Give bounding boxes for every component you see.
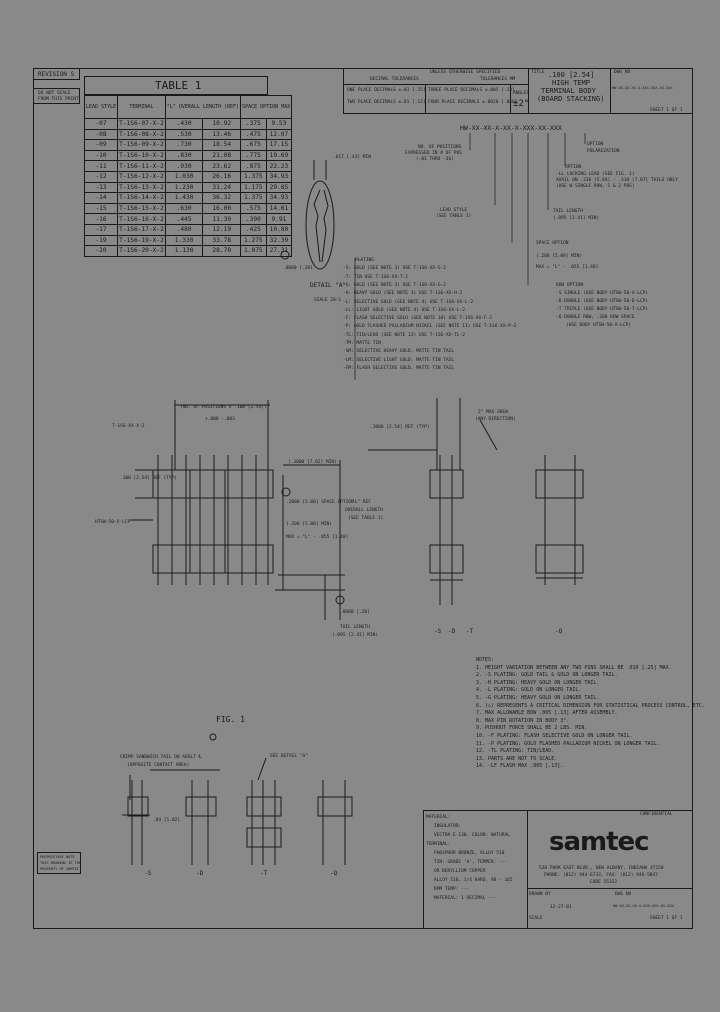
- part-number: HW-XX-XX-X-XX-X-XXX-XX-XXX: [460, 124, 562, 132]
- bottom-dwg-label: DWG NO: [615, 892, 632, 897]
- main-front-view: [130, 400, 345, 620]
- table1-cell: T-1S6-19-X-2: [119, 236, 164, 244]
- table1-cell: -11: [85, 161, 118, 172]
- table1-cell: -14: [85, 193, 118, 204]
- confidential: CONFIDENTIAL: [640, 812, 673, 817]
- angles-label: ANGLES: [513, 91, 530, 96]
- lead-style-callout-1: LEAD STYLE: [440, 208, 468, 213]
- table1-cell: T-1S6-07-X-2: [119, 120, 164, 128]
- table1-cell: T-1S6-12-X-2: [119, 173, 164, 181]
- material-item: PHOSPHOR BRONZE, ALLOY 510: [434, 851, 505, 856]
- view-label-q: -Q: [555, 628, 563, 635]
- table1-cell: 19.69: [266, 150, 292, 161]
- table1-cell: .430: [165, 119, 203, 130]
- side-views: [368, 398, 583, 605]
- table1-cell: T-1S6-09-X-2: [119, 141, 164, 149]
- table1-cell: .480: [165, 224, 203, 235]
- note-item: 2. -S PLATING: GOLD TAIL & GOLD ON LONGER TAIL.: [476, 672, 618, 679]
- plating-item: -LL: LIGHT GOLD (SEE NOTE 4) USE T-1S6-XX-L-2: [343, 307, 465, 313]
- table1-cell: 1.075: [241, 246, 267, 257]
- positions-callout-3: (-01 THRU -36): [416, 157, 454, 162]
- note-item: 12. -TL PLATING: TIN/LEAD.: [476, 748, 555, 755]
- material-item: ALLOY 510, 1/4 HARD, 98 - 165: [434, 878, 513, 883]
- note-item: 13. PARTS ARE NOT TO SCALE.: [476, 755, 558, 762]
- fig1-label-d: -D: [196, 870, 204, 877]
- table1-cell: -07: [85, 119, 118, 130]
- table1-cell: 16.00: [203, 203, 241, 214]
- plating-item: -G: GOLD (SEE NOTE 3) USE T-1S6-XX-G-2: [343, 282, 446, 288]
- table1-cell: T-1S6-08-X-2: [119, 130, 164, 138]
- tail-length: TAIL LENGTH: [340, 625, 370, 630]
- table1-header-terminal: TERMINAL: [118, 96, 166, 119]
- positions-callout-2: EXPRESSED IN # OF POS: [405, 151, 462, 156]
- option-callout-2: POLARIZATION: [587, 149, 620, 154]
- option2-callout-4: (USE W SINGLE ROW, 1 & 2 POS): [556, 184, 635, 189]
- drawn-by: DRAWN BY: [529, 892, 551, 897]
- view-label-s: -S: [434, 628, 442, 635]
- material-item: OR BERYLLIUM COPPER: [434, 869, 486, 874]
- bottom-dwg-no: HW-XX-XX-XX-X-XXX-XXX-XX-XXX: [613, 904, 674, 908]
- table1-cell: .445: [165, 214, 203, 225]
- space-option-callout-3: MAX = "L" - .055 [1.40]: [536, 265, 599, 270]
- angles-value: ±2°: [513, 99, 530, 109]
- note-item: 10. -F PLATING: FLASH SELECTIVE GOLD ON LONGER TAIL.: [476, 732, 633, 739]
- note-item: 7. MAX ALLOWABLE BOW .005 [.13] AFTER ASSEMBLY.: [476, 710, 618, 717]
- material-item: TIN: GRADE 'A', TEMPER: ---: [434, 860, 508, 865]
- plating-item: -F: FLASH SELECTIVE GOLD (SEE NOTE 10) USE T-1S6-XX-F-2: [343, 316, 493, 322]
- table1-cell: T-1S6-14-X-2: [119, 194, 164, 202]
- table1-cell: 18.54: [203, 140, 241, 151]
- material-item: INSULATOR:: [434, 824, 462, 829]
- row-option-2: -S SINGLE (USE BODY HTSW-50-X-LCP): [556, 291, 649, 296]
- fig1-views: [122, 734, 352, 865]
- title-line1: .100 [2.54]: [548, 71, 595, 79]
- table1-cell: 12.07: [266, 129, 292, 140]
- material-item: MATERIAL:: [426, 815, 451, 820]
- company-code: CODE 55322: [590, 880, 618, 885]
- table1-cell: 13.46: [203, 129, 241, 140]
- stamp-line2: THIS DRAWING IS THE: [40, 861, 82, 865]
- title-sheet: SHEET 1 OF 1: [650, 108, 683, 113]
- see-table: (SEE TABLE 1): [348, 516, 384, 521]
- tail-length-callout-2: (.095 [2.41] MIN): [553, 216, 600, 221]
- option2-callout-3: AVAIL ON .230 [5.84] - .310 [7.87] TAILS ONLY: [556, 178, 678, 183]
- row-option-6: (USE BODY HTSW-50-X-LCP): [566, 323, 632, 328]
- plating-item: -L: SELECTIVE GOLD (SEE NOTE 4) USE T-1S6-XX-L-2: [343, 299, 474, 305]
- table1-cell: 9.91: [266, 214, 292, 225]
- space-dim: .2000 [5.08] SPACE OPTION: [286, 500, 354, 505]
- overall-length: OVERALL LENGTH: [345, 508, 383, 513]
- table1-cell: T-1S6-11-X-2: [119, 162, 164, 170]
- table1-cell: -08: [85, 129, 118, 140]
- space-max: MAX = "L" - .055 [1.40]: [286, 535, 349, 540]
- table1-cell: 32.39: [266, 235, 292, 246]
- table1-cell: 1.030: [165, 171, 203, 182]
- plating-item: -LM: SELECTIVE LIGHT GOLD, MATTE TIN TAIL: [343, 357, 455, 363]
- title-line3: TERMINAL BODY: [541, 87, 596, 95]
- table1-cell: 1.130: [165, 246, 203, 257]
- space-option-callout-1: SPACE OPTION: [536, 241, 569, 246]
- table1-title: TABLE 1: [155, 79, 202, 92]
- title-line4: (BOARD STACKING): [537, 95, 605, 103]
- table1-cell: -19: [85, 235, 118, 246]
- table1-cell: 28.70: [203, 246, 241, 257]
- tol-one-place: ONE PLACE DECIMALS ±.01 [.25]: [347, 88, 426, 93]
- stamp-line1: PROPRIETARY NOTE: [40, 855, 75, 859]
- table1-cell: 1.175: [241, 182, 267, 193]
- any-direction: (ANY DIRECTION): [475, 417, 516, 422]
- fig1-label-s: -S: [144, 870, 152, 877]
- option2-callout-1: OPTION: [565, 165, 582, 170]
- tail-min: (.095 [2.41] MIN): [332, 633, 379, 638]
- decimal-header-r: TOLERANCES MM: [480, 77, 516, 82]
- dwg-no: HW-XX-XX-XX-X-XXX-XXX-XX-XXX: [612, 86, 673, 90]
- plating-item: -H: HEAVY GOLD (SEE NOTE 3) USE T-1S6-XX-H-2: [343, 291, 463, 297]
- note-item: 11. -P PLATING: GOLD FLASHED PALLADIUM NICKEL ON LONGER TAIL.: [476, 740, 660, 747]
- table1-header-length: "L" OVERALL LENGTH (REF): [165, 96, 240, 119]
- table1-cell: 1.275: [241, 235, 267, 246]
- revision-label: REVISION S: [38, 71, 75, 78]
- table1-cell: 26.16: [203, 171, 241, 182]
- table1-cell: .375: [241, 119, 267, 130]
- decimal-header: DECIMAL TOLERANCES: [370, 77, 419, 82]
- table1-cell: 1.430: [165, 193, 203, 204]
- tol-four-place: FOUR PLACE DECIMALS ±.0020 [.050]: [428, 100, 518, 105]
- fig1-label-t: -T: [260, 870, 268, 877]
- lead-style-callout-2: (SEE TABLE 1): [436, 214, 472, 219]
- table1-cell: T-1S6-15-X-2: [119, 205, 164, 213]
- table1-cell: 31.24: [203, 182, 241, 193]
- note-item: 8. MAX PIN ROTATION IN BODY 3°.: [476, 717, 570, 724]
- table1-cell: .575: [241, 203, 267, 214]
- detail-dim-bottom: .0080 [.20]: [283, 266, 313, 271]
- table1-cell: 1.330: [165, 235, 203, 246]
- row-option-5: -Q DOUBLE ROW, .200 ROW SPACE: [556, 315, 635, 320]
- tail-length-callout-1: TAIL LENGTH: [553, 209, 583, 214]
- plating-item: -SM: SELECTIVE HEAVY GOLD, MATTE TIN TAIL: [343, 349, 455, 355]
- note-item: 6. (◇) REPRESENTS A CRITICAL DIMENSION FOR STATISTICAL PROCESS CONTROL, ETC.: [476, 702, 705, 709]
- note-item: 1. HEIGHT VARIATION BETWEEN ANY TWO PINS SHALL BE .010 [.25] MAX.: [476, 664, 672, 671]
- part-number-leaders: [355, 133, 585, 380]
- table1-cell: 34.93: [266, 171, 292, 182]
- table1-cell: 9.53: [266, 119, 292, 130]
- plating-item: -TL: TIN/LEAD (SEE NOTE 12) USE T-1S6-XX-TL-2: [343, 332, 465, 338]
- table1-cell: T-1S6-17-X-2: [119, 226, 164, 234]
- table1-cell: .930: [165, 161, 203, 172]
- table1-cell: 1.375: [241, 171, 267, 182]
- plating-item: -FM: FLASH SELECTIVE GOLD, MATTE TIN TAIL: [343, 365, 455, 371]
- side-pitch: .1000 [2.54] REF (TYP): [370, 425, 430, 430]
- table1-cell: T-1S6-16-X-2: [119, 215, 164, 223]
- table1-cell: 36.32: [203, 193, 241, 204]
- detail-a-view: [281, 160, 334, 269]
- stamp-line3: PROPERTY OF SAMTEC: [40, 867, 79, 871]
- table1-cell: .875: [241, 161, 267, 172]
- table1-cell: 29.85: [266, 182, 292, 193]
- positions-dim: (NO. OF POSITIONS x .100 [2.54]): [180, 405, 267, 410]
- view-label-d: -D: [448, 628, 456, 635]
- body-callout: HTSW-50-X-LCP: [95, 520, 131, 525]
- fig1-crimp-1: CRIMP SANDWICH TAIL ON ADULT ℄: [120, 755, 202, 760]
- drawn-date: 12-27-01: [550, 905, 572, 910]
- table1-cell: 14.61: [266, 203, 292, 214]
- table1-cell: .775: [241, 150, 267, 161]
- table1-cell: 33.78: [203, 235, 241, 246]
- note-item: 14. -LF FLASH MAX .005 [.13].: [476, 763, 564, 770]
- tol-three-place: THREE PLACE DECIMALS ±.005 [.13]: [428, 88, 515, 93]
- option-callout-1: OPTION: [587, 142, 604, 147]
- fig1-dim: .04 [1.02]: [153, 818, 181, 823]
- table1-cell: -12: [85, 171, 118, 182]
- tail-dim: .0080 [.20]: [340, 610, 370, 615]
- table1-header-space: SPACE OPTION MAX: [241, 96, 292, 119]
- tol-two-place: TWO PLACE DECIMALS ±.01 [.13]: [347, 100, 426, 105]
- note-item: NOTES:: [476, 657, 495, 663]
- bottom-sheet: SHEET 1 OF 1: [650, 916, 683, 921]
- min-dim: (.3000 [7.62] MIN): [288, 460, 337, 465]
- table1-cell: 11.30: [203, 214, 241, 225]
- table1-cell: .630: [165, 203, 203, 214]
- table1-cell: .425: [241, 224, 267, 235]
- plating-item: -P: GOLD FLASHED PALLADIUM NICKEL (SEE NOTE 11) USE T-1S6-XX-P-2: [343, 324, 517, 330]
- table1-header-lead: LEAD STYLE: [85, 96, 118, 119]
- table1-cell: 17.15: [266, 140, 292, 151]
- material-item: TERMINAL:: [426, 842, 451, 847]
- table1-cell: -13: [85, 182, 118, 193]
- fig1-see-detail: SEE DETAIL "A": [270, 754, 308, 759]
- scale-note-line1: DO NOT SCALE: [38, 91, 71, 96]
- table1-cell: 21.08: [203, 150, 241, 161]
- option2-callout-2: -LL LOCKING LEAD (SEE FIG. 1): [556, 172, 635, 177]
- max-skew: 2° MAX SKEW: [478, 410, 508, 415]
- table1-cell: .830: [165, 150, 203, 161]
- scale-note-line2: FROM THIS PRINT: [38, 97, 79, 102]
- table1-cell: 34.93: [266, 193, 292, 204]
- fig1-crimp-2: (OPPOSITE CONTACT AREA): [127, 763, 190, 768]
- material-item: VECTRA E-130, COLOR: NATURAL: [434, 833, 510, 838]
- table1-cell: -20: [85, 246, 118, 257]
- fig1-title: FIG. 1: [216, 715, 245, 724]
- fig1-label-q: -Q: [330, 870, 338, 877]
- detail-scale: SCALE 20:1: [314, 298, 342, 303]
- plating-item: -TM: MATTE TIN: [343, 341, 381, 346]
- terminal-callout: T-1S6-XX-X-2: [112, 424, 145, 429]
- row-option-1: ROW OPTION: [556, 283, 584, 288]
- table1-cell: 1.375: [241, 193, 267, 204]
- dwg-no-label: DWG NO: [614, 70, 631, 75]
- tolerance-header: UNLESS OTHERWISE SPECIFIED: [430, 70, 501, 75]
- bottom-scale: SCALE: [529, 916, 543, 921]
- table1-cell: 23.62: [203, 161, 241, 172]
- note-item: 9. PUSHOUT FORCE SHALL BE 2 LBS. MIN.: [476, 725, 588, 732]
- table1-cell: .530: [165, 129, 203, 140]
- table1-cell: -09: [85, 140, 118, 151]
- table1-cell: T-1S6-13-X-2: [119, 183, 164, 191]
- material-item: MATERIAL: 1 DECIMAL ---: [434, 896, 497, 901]
- table1-cell: -15: [85, 203, 118, 214]
- l-ref: "L" REF: [352, 500, 371, 505]
- table1-cell: 10.80: [266, 224, 292, 235]
- detail-dim-top: .017 [.43] MIN: [333, 155, 371, 160]
- table1-cell: T-1S6-20-X-2: [119, 247, 164, 255]
- title-label: TITLE: [531, 70, 545, 75]
- samtec-logo: samtec: [549, 827, 649, 857]
- row-option-3: -D DOUBLE (USE BODY HTSW-50-D-LCP): [556, 299, 649, 304]
- table1-cell: 10.92: [203, 119, 241, 130]
- plating-item: -S: GOLD (SEE NOTE 3) USE T-1S6-XX-S-2: [343, 266, 446, 272]
- positions-callout-1: NO. OF POSITIONS: [418, 145, 462, 150]
- plating-item: -T: TIN USE T-1S6-XX-T-2: [343, 274, 409, 280]
- row-option-4: -T TRIPLE (USE BODY HTSW-50-T-LCP): [556, 307, 649, 312]
- pitch-dim: .100 [2.54] REF (TYP): [120, 476, 177, 481]
- note-item: 3. -H PLATING: HEAVY GOLD ON LONGER TAIL.: [476, 679, 600, 686]
- plating-item: PLATING: [355, 258, 374, 263]
- table1-cell: .475: [241, 129, 267, 140]
- table1-cell: .730: [165, 140, 203, 151]
- address-2: PHONE: (812) 944-6733, FAX: (812) 948-5047: [544, 873, 658, 878]
- address-1: 520 PARK EAST BLVD., NEW ALBANY, INDIANA 47150: [539, 866, 664, 871]
- table1-cell: 27.31: [266, 246, 292, 257]
- table1-cell: .675: [241, 140, 267, 151]
- table1-cell: -10: [85, 150, 118, 161]
- note-item: 5. -G PLATING: HEAVY GOLD ON LONGER TAIL.: [476, 694, 600, 701]
- table1-cell: T-1S6-10-X-2: [119, 152, 164, 160]
- table1-cell: 22.23: [266, 161, 292, 172]
- title-line2: HIGH TEMP: [552, 79, 590, 87]
- space-sub: (.200 [5.08] MIN): [286, 522, 333, 527]
- table1-cell: .390: [241, 214, 267, 225]
- table1-cell: -17: [85, 224, 118, 235]
- material-item: RPM TEMP: ---: [434, 887, 470, 892]
- view-label-t: -T: [466, 628, 474, 635]
- note-item: 4. -L PLATING: GOLD ON LONGER TAIL.: [476, 687, 582, 694]
- main-view-pins: [158, 455, 268, 585]
- table1-cell: 1.230: [165, 182, 203, 193]
- table1-cell: 12.19: [203, 224, 241, 235]
- table1-cell: -16: [85, 214, 118, 225]
- detail-label: DETAIL "A": [310, 282, 347, 289]
- positions-tol: +.008 -.003: [205, 417, 235, 422]
- space-option-callout-2: (.200 [5.08] MIN): [536, 254, 583, 259]
